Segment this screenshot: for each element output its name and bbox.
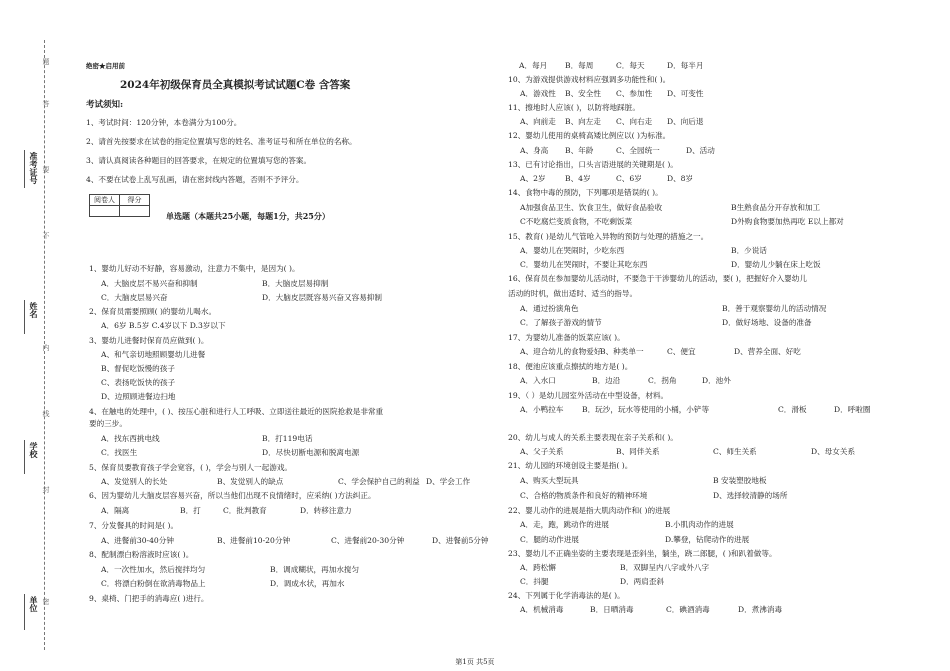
- secret-tag: 绝密★启用前: [86, 62, 125, 70]
- question-line: C．碘酒消毒: [666, 605, 710, 614]
- question-line: 23、婴幼儿不正确坐姿的主要表现是歪斜坐，躺坐，跷二郎腿，( )和趴着做等。: [508, 549, 777, 558]
- question-line: D、营养全面、好吃: [734, 347, 801, 356]
- question-line: B、同伴关系: [616, 447, 660, 456]
- question-line: 18、便池应该重点擦拭的地方是( )。: [508, 362, 633, 371]
- question-line: D．呼啦圈: [834, 405, 871, 414]
- notice-item: 3、请认真阅读各种题目的回答要求，在规定的位置填写您的答案。: [86, 156, 312, 165]
- question-line: 10、为游戏提供游戏材料应强调多功能性和( )。: [508, 75, 671, 84]
- question-line: A．每月: [519, 61, 548, 70]
- question-line: A．一次性加水，然后搅拌均匀: [101, 565, 206, 574]
- question-line: A、父子关系: [520, 447, 564, 456]
- page-footer: 第1页 共5页: [455, 658, 495, 666]
- question-line: 活动的时机，做出适时、适当的指导。: [508, 289, 638, 298]
- question-line: D外购食物要加热再吃 E以上都对: [731, 217, 844, 226]
- question-line: B、年龄: [565, 146, 594, 155]
- question-line: C．滑板: [778, 405, 807, 414]
- question-line: C．大脑皮层易兴奋: [101, 293, 168, 302]
- question-line: A、和气亲切地照顾婴幼儿进餐: [101, 350, 206, 359]
- question-line: D、活动: [686, 146, 715, 155]
- question-line: B生熟食品分开存放和加工: [731, 203, 821, 212]
- seal-char: 要: [42, 166, 50, 173]
- question-line: 6、因为婴幼儿大脑皮层容易兴奋，所以当他们出现不良情绪时，应采纳( )方法纠正。: [89, 491, 376, 500]
- question-line: 16、保育员在参加婴幼儿活动时，不要急于干涉婴幼儿的活动，要( )，把握好介入婴幼儿: [508, 274, 807, 283]
- question-line: D．每半月: [667, 61, 704, 70]
- name-blank-line: [24, 300, 25, 334]
- unit-blank-line: [24, 594, 25, 630]
- question-line: B．打119电话: [262, 434, 313, 443]
- question-line: A．入水口: [520, 376, 556, 385]
- question-line: A．机械消毒: [520, 605, 564, 614]
- question-line: C、6岁: [616, 174, 642, 183]
- question-line: C、进餐前20-30分钟: [331, 536, 405, 545]
- question-line: B 安装塑胶地板: [713, 476, 767, 485]
- question-line: 14、食物中毒的预防，下列哪项是错误的( )。: [508, 188, 663, 197]
- section-heading: 单选题（本题共25小题，每题1分，共25分）: [166, 211, 330, 221]
- question-line: C、便宜: [667, 347, 696, 356]
- question-line: B、向左走: [565, 117, 601, 126]
- school-blank-line: [24, 440, 25, 474]
- question-line: C、参加性: [616, 89, 653, 98]
- binding-gutter: [0, 0, 60, 671]
- seal-char: 不: [42, 232, 50, 239]
- question-line: D.攀登，钻爬动作的进展: [665, 535, 750, 544]
- question-line: D．婴幼儿少躺在床上吃饭: [731, 260, 821, 269]
- question-line: C、向右走: [616, 117, 653, 126]
- question-line: B．调成糊状，再加水搅匀: [270, 565, 360, 574]
- question-line: 7、分发餐具的时间是( )。: [89, 521, 179, 530]
- question-line: 3、婴幼儿进餐时保育员应做到( )。: [89, 336, 209, 345]
- question-line: 2、保育员需要照顾( )的婴幼儿喝水。: [89, 307, 217, 316]
- question-line: B、进餐前10-20分钟: [217, 536, 291, 545]
- question-line: A．小鸭拉车: [520, 405, 564, 414]
- seal-char: 线: [42, 410, 50, 417]
- question-line: C．抖腿: [520, 577, 549, 586]
- question-line: C、学会保护自己的利益: [338, 477, 420, 486]
- question-line: A、进餐前30-40分钟: [101, 536, 174, 545]
- question-line: C．婴幼儿在哭闹时，不要让其吃东西: [520, 260, 648, 269]
- question-line: C、表扬吃饭快的孩子: [101, 378, 176, 387]
- question-line: D、8岁: [667, 174, 694, 183]
- question-line: C．了解孩子游戏的情节: [520, 318, 602, 327]
- question-line: 22、婴儿动作的进展是指大肌肉动作和( )的进展: [508, 506, 671, 515]
- reviewer-cell: 阅卷人: [90, 195, 120, 206]
- question-line: A．游戏性: [520, 89, 556, 98]
- question-line: A、身高: [520, 146, 549, 155]
- question-line: D、学会工作: [426, 477, 471, 486]
- question-line: B．少说话: [731, 246, 767, 255]
- question-line: D．池外: [702, 376, 731, 385]
- question-line: D．两肩歪斜: [620, 577, 665, 586]
- question-line: B、种类单一: [600, 347, 644, 356]
- question-line: B．日晒消毒: [590, 605, 634, 614]
- question-line: D．做好场地、设备的准备: [722, 318, 812, 327]
- question-line: C不吃腐烂变质食物，不吃剩饭菜: [520, 217, 633, 226]
- question-line: D．尽快切断电源和脱离电源: [262, 448, 360, 457]
- question-line: 8、配制漂白粉溶液时应该( )。: [89, 550, 194, 559]
- notice-item: 1、考试时间：120分钟，本卷满分为100分。: [86, 118, 242, 127]
- question-line: 21、幼儿园的环境创设主要是指( )。: [508, 461, 633, 470]
- question-line: 24、下列属于化学消毒法的是( )。: [508, 591, 625, 600]
- question-line: D、可变性: [667, 89, 704, 98]
- school-label: 学校: [29, 442, 39, 458]
- question-line: B．边沿: [592, 376, 621, 385]
- question-line: D．调成水状，再加水: [270, 579, 345, 588]
- question-line: 17、为婴幼儿准备的饭菜应该( )。: [508, 333, 625, 342]
- notice-item: 4、不要在试卷上乱写乱画，请在密封线内答题，否则不予评分。: [86, 175, 304, 184]
- score-blank[interactable]: [120, 206, 150, 217]
- seal-char: 题: [42, 58, 50, 65]
- notice-heading: 考试须知:: [86, 100, 124, 110]
- page-title: 2024年初级保育员全真模拟考试试题C卷 含答案: [120, 79, 351, 91]
- question-line: D．转移注意力: [300, 506, 352, 515]
- question-line: C．批判教育: [223, 506, 267, 515]
- question-line: B.小肌肉动作的进展: [665, 520, 734, 529]
- question-line: B．每周: [565, 61, 594, 70]
- reviewer-blank[interactable]: [90, 206, 120, 217]
- question-line: C、师生关系: [713, 447, 757, 456]
- seal-char: 内: [42, 344, 50, 351]
- question-line: A、发觉别人的长处: [101, 477, 168, 486]
- question-line: B．大脑皮层易抑制: [262, 279, 329, 288]
- question-line: B、发觉别人的缺点: [217, 477, 284, 486]
- score-cell: 得分: [120, 195, 150, 206]
- question-line: B．打: [180, 506, 201, 515]
- question-line: C．每天: [616, 61, 645, 70]
- question-line: C．将漂白粉倒在欲消毒物品上: [101, 579, 206, 588]
- question-line: 11、擦地时人应该( )，以防将地踩脏。: [508, 103, 640, 112]
- question-line: A．走，跑，跳动作的进展: [520, 520, 610, 529]
- question-line: A．婴幼儿在哭闹时，少吃东西: [520, 246, 625, 255]
- exam-number-blank-line: [24, 150, 25, 188]
- question-line: A、向前走: [520, 117, 556, 126]
- question-line: B、安全性: [565, 89, 601, 98]
- question-line: B、督促吃饭慢的孩子: [101, 364, 175, 373]
- question-line: A．跨松懈: [520, 563, 556, 572]
- question-line: D、选择较清静的场所: [713, 491, 788, 500]
- question-line: C、合格的物质条件和良好的精神环境: [520, 491, 648, 500]
- question-line: 20、幼儿与成人的关系主要表现在亲子关系和( )。: [508, 433, 678, 442]
- question-line: B、4岁: [565, 174, 591, 183]
- question-line: D、边照顾进餐边扫地: [101, 392, 176, 401]
- question-line: D．大脑皮层既容易兴奋又容易抑制: [262, 293, 382, 302]
- question-line: A．通过扮演角色: [520, 304, 579, 313]
- question-line: D、向后退: [667, 117, 704, 126]
- question-line: 要的三步。: [89, 419, 127, 428]
- seal-char: 封: [42, 486, 50, 493]
- question-line: C．腿的动作进展: [520, 535, 579, 544]
- question-line: C．找医生: [101, 448, 138, 457]
- unit-label: 单位: [29, 596, 39, 612]
- question-line: A．找东西挑电线: [101, 434, 160, 443]
- question-line: A．6岁 B.5岁 C.4岁以下 D.3岁以下: [101, 321, 226, 330]
- question-line: 9、桌椅、门把手的消毒应( )进行。: [89, 594, 209, 603]
- question-line: 13、已有讨论指出，口头言语进展的关键期是( )。: [508, 160, 678, 169]
- question-line: 5、保育员要教育孩子学会宽容，( )，学会与别人一起游戏。: [89, 463, 293, 472]
- exam-number-label: 准考证号: [29, 152, 39, 184]
- question-line: D、母女关系: [811, 447, 856, 456]
- question-line: B．双脚呈内八字或外八字: [620, 563, 710, 572]
- question-line: C、全园统一: [616, 146, 660, 155]
- question-line: A、购买大型玩具: [520, 476, 579, 485]
- question-line: A加强食品卫生、饮食卫生，做好食品验收: [520, 203, 663, 212]
- question-line: A．隔离: [101, 506, 130, 515]
- question-line: C．拐角: [648, 376, 677, 385]
- question-line: D、进餐前5分钟: [432, 536, 489, 545]
- question-line: B．玩沙，玩水等使用的小桶，小铲等: [582, 405, 710, 414]
- seal-char: 密: [42, 598, 50, 605]
- question-line: A．大脑皮层不易兴奋和抑制: [101, 279, 198, 288]
- question-line: A、2岁: [520, 174, 546, 183]
- question-line: 19、（ ）是幼儿园室外活动在中型设备，材料。: [508, 391, 669, 400]
- notice-item: 2、请首先按要求在试卷的指定位置填写您的姓名、准考证号和所在单位的名称。: [86, 137, 357, 146]
- seal-char: 答: [42, 100, 50, 107]
- question-line: 1、婴幼儿好动不好静，容易激动，注意力不集中，是因为( )。: [89, 264, 300, 273]
- question-line: 4、在触电的处理中，( )、按压心脏和进行人工呼吸、立即送往最近的医院抢救是非常重: [89, 407, 384, 416]
- question-line: D．煮沸消毒: [738, 605, 783, 614]
- name-label: 姓名: [29, 302, 39, 318]
- score-table: [89, 194, 150, 217]
- question-line: B．善于观察婴幼儿的活动情况: [722, 304, 827, 313]
- question-line: 15、教育( )是幼儿气管呛入异物的预防与处理的措施之一。: [508, 232, 709, 241]
- question-line: 12、婴幼儿使用的桌椅高矮比例应以( )为标准。: [508, 131, 671, 140]
- question-line: A、迎合幼儿的食物爱好: [520, 347, 602, 356]
